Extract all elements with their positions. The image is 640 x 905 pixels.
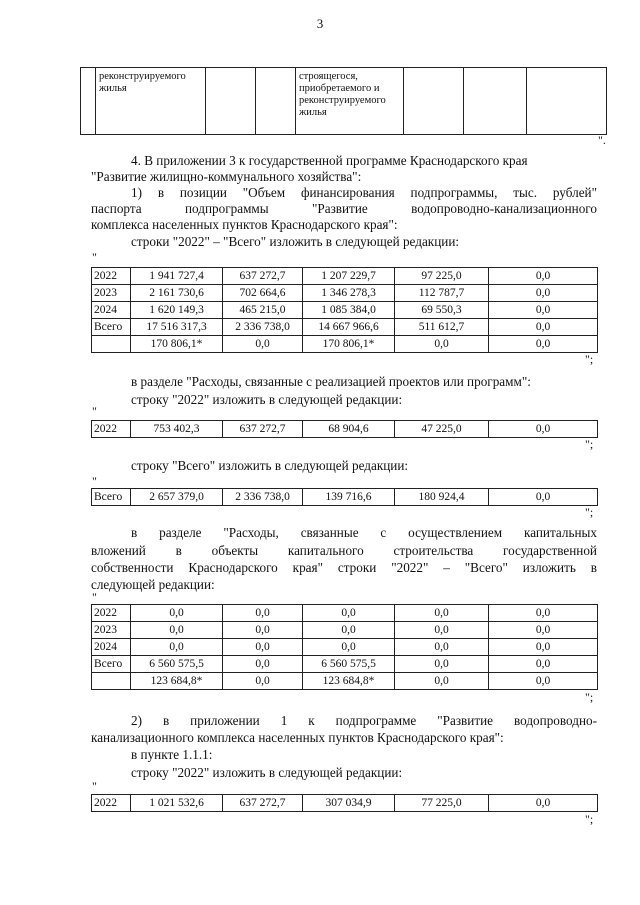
value-cell: 139 716,6 <box>303 489 395 506</box>
value-cell: 1 021 532,6 <box>131 795 223 812</box>
value-cell: 0,0 <box>303 605 395 622</box>
value-cell: 2 161 730,6 <box>131 285 223 302</box>
value-cell: 0,0 <box>489 268 598 285</box>
section2-line1: в разделе "Расходы, связанные с реализацией проектов или программ": <box>131 374 531 389</box>
row-label-cell <box>92 673 131 690</box>
value-cell: 0,0 <box>303 622 395 639</box>
row-label-cell: 2022 <box>92 421 131 438</box>
value-cell: 6 560 575,5 <box>303 656 395 673</box>
value-cell: 0,0 <box>223 656 303 673</box>
total-table <box>91 488 598 506</box>
section2-line2: строку "2022" изложить в следующей редакции: <box>131 392 403 407</box>
value-cell: 0,0 <box>489 319 598 336</box>
cell-left: реконструируемого жилья <box>96 68 206 135</box>
item1-line2: паспорта подпрограммы "Развитие водопроводно-канализационного <box>91 201 597 216</box>
table-row <box>92 336 598 353</box>
value-cell: 511 612,7 <box>395 319 489 336</box>
section-4-line2: "Развитие жилищно-коммунального хозяйства": <box>91 169 362 184</box>
open-quote: " <box>92 474 97 488</box>
value-cell: 0,0 <box>223 622 303 639</box>
value-cell: 1 941 727,4 <box>131 268 223 285</box>
value-cell: 2 657 379,0 <box>131 489 223 506</box>
section4-line2: вложений в объекты капитального строительства государственной <box>91 543 597 558</box>
continuation-table <box>80 67 607 135</box>
capital-investment-table <box>91 604 598 690</box>
value-cell: 2 336 738,0 <box>223 489 303 506</box>
appendix1-table <box>91 794 598 812</box>
value-cell: 2 336 738,0 <box>223 319 303 336</box>
section3-line1: строку "Всего" изложить в следующей редакции: <box>131 458 409 473</box>
value-cell: 637 272,7 <box>223 268 303 285</box>
value-cell: 702 664,6 <box>223 285 303 302</box>
section4-line3: собственности Краснодарского края" строки "2022" – "Всего" изложить в <box>91 560 597 575</box>
open-quote: " <box>92 779 97 793</box>
value-cell: 97 225,0 <box>395 268 489 285</box>
value-cell: 637 272,7 <box>223 421 303 438</box>
value-cell: 0,0 <box>489 605 598 622</box>
item2-line2: канализационного комплекса населенных пунктов Краснодарского края": <box>91 730 504 745</box>
value-cell: 0,0 <box>395 605 489 622</box>
value-cell: 0,0 <box>489 302 598 319</box>
close-semicolon: "; <box>585 812 594 826</box>
value-cell: 0,0 <box>489 795 598 812</box>
value-cell: 170 806,1* <box>131 336 223 353</box>
value-cell: 1 346 278,3 <box>303 285 395 302</box>
value-cell: 0,0 <box>131 622 223 639</box>
value-cell: 0,0 <box>223 336 303 353</box>
financing-table <box>91 267 598 353</box>
value-cell: 0,0 <box>489 673 598 690</box>
row-label-cell <box>92 336 131 353</box>
value-cell: 0,0 <box>489 336 598 353</box>
value-cell: 14 667 966,6 <box>303 319 395 336</box>
closing-quote: ". <box>598 133 606 147</box>
item1-line3: комплекса населенных пунктов Краснодарского края": <box>91 217 398 232</box>
item2-line4: строку "2022" изложить в следующей редакции: <box>131 765 403 780</box>
value-cell: 0,0 <box>131 605 223 622</box>
value-cell: 47 225,0 <box>395 421 489 438</box>
row-label-cell: 2023 <box>92 285 131 302</box>
value-cell: 69 550,3 <box>395 302 489 319</box>
row-label-cell: 2024 <box>92 302 131 319</box>
cell-right: строящегося, приобретаемого и реконструируемого жилья <box>296 68 404 135</box>
value-cell: 0,0 <box>489 639 598 656</box>
page-number: 3 <box>316 16 324 31</box>
value-cell: 0,0 <box>489 285 598 302</box>
row-label-cell: Всего <box>92 656 131 673</box>
table-row <box>92 285 598 302</box>
open-quote: " <box>92 404 97 418</box>
value-cell: 112 787,7 <box>395 285 489 302</box>
value-cell: 0,0 <box>489 489 598 506</box>
value-cell: 753 402,3 <box>131 421 223 438</box>
table-row <box>92 673 598 690</box>
value-cell: 0,0 <box>489 656 598 673</box>
value-cell: 170 806,1* <box>303 336 395 353</box>
table-row <box>92 489 598 506</box>
value-cell: 0,0 <box>223 673 303 690</box>
table-row <box>92 268 598 285</box>
value-cell: 123 684,8* <box>131 673 223 690</box>
row-label-cell: 2022 <box>92 795 131 812</box>
value-cell: 6 560 575,5 <box>131 656 223 673</box>
item1-line4: строки "2022" – "Всего" изложить в следующей редакции: <box>131 234 460 249</box>
value-cell: 77 225,0 <box>395 795 489 812</box>
close-semicolon: "; <box>585 690 594 704</box>
open-quote: " <box>92 250 97 264</box>
row-label-cell: 2022 <box>92 605 131 622</box>
value-cell: 0,0 <box>223 605 303 622</box>
close-semicolon: "; <box>585 437 594 451</box>
value-cell: 0,0 <box>395 336 489 353</box>
close-semicolon: "; <box>585 505 594 519</box>
row-label-cell: 2022 <box>92 268 131 285</box>
item2-line3: в пункте 1.1.1: <box>131 747 213 762</box>
value-cell: 17 516 317,3 <box>131 319 223 336</box>
value-cell: 0,0 <box>223 639 303 656</box>
value-cell: 637 272,7 <box>223 795 303 812</box>
value-cell: 1 207 229,7 <box>303 268 395 285</box>
row-label-cell: Всего <box>92 319 131 336</box>
table-row <box>92 302 598 319</box>
row-label-cell: Всего <box>92 489 131 506</box>
value-cell: 0,0 <box>395 639 489 656</box>
table-row <box>92 319 598 336</box>
row-label-cell: 2024 <box>92 639 131 656</box>
value-cell: 1 620 149,3 <box>131 302 223 319</box>
value-cell: 0,0 <box>131 639 223 656</box>
item2-line1: 2) в приложении 1 к подпрограмме "Развитие водопроводно- <box>131 713 597 728</box>
table-row <box>92 421 598 438</box>
value-cell: 123 684,8* <box>303 673 395 690</box>
value-cell: 0,0 <box>489 622 598 639</box>
value-cell: 465 215,0 <box>223 302 303 319</box>
table-row <box>92 639 598 656</box>
value-cell: 0,0 <box>395 656 489 673</box>
value-cell: 0,0 <box>303 639 395 656</box>
section4-line4: следующей редакции: <box>91 577 215 592</box>
value-cell: 0,0 <box>489 421 598 438</box>
row-label-cell: 2023 <box>92 622 131 639</box>
value-cell: 180 924,4 <box>395 489 489 506</box>
value-cell: 0,0 <box>395 673 489 690</box>
value-cell: 1 085 384,0 <box>303 302 395 319</box>
section4-line1: в разделе "Расходы, связанные с осуществлением капитальных <box>131 525 597 540</box>
projects-table <box>91 420 598 438</box>
close-semicolon: "; <box>585 352 594 366</box>
table-row <box>92 795 598 812</box>
item1-line1: 1) в позиции "Объем финансирования подпрограммы, тыс. рублей" <box>131 185 597 200</box>
table-row <box>92 605 598 622</box>
open-quote: " <box>92 590 97 604</box>
value-cell: 0,0 <box>395 622 489 639</box>
table-row <box>92 622 598 639</box>
table-row <box>92 656 598 673</box>
value-cell: 68 904,6 <box>303 421 395 438</box>
section-4-line1: 4. В приложении 3 к государственной программе Краснодарского края <box>131 153 528 168</box>
value-cell: 307 034,9 <box>303 795 395 812</box>
